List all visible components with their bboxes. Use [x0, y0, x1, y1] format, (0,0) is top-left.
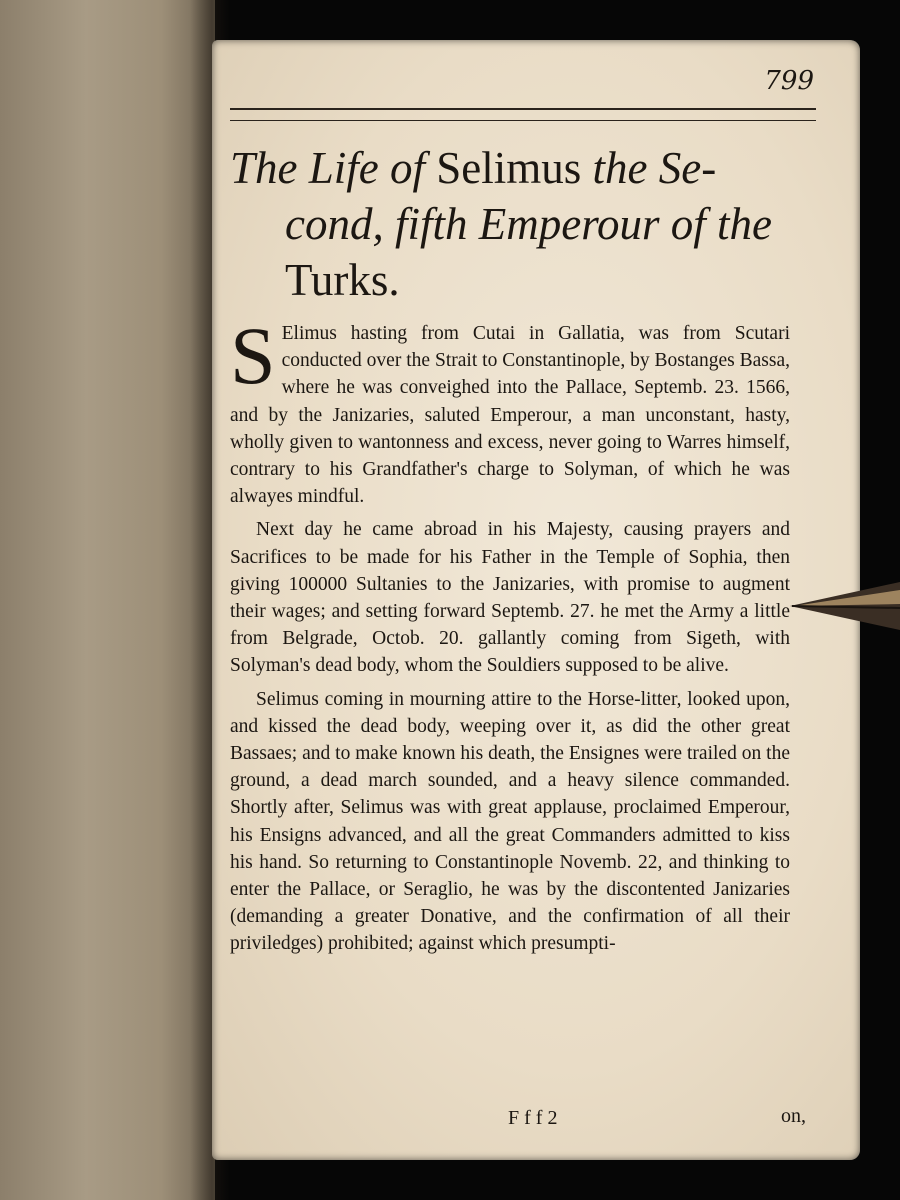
facing-page-edge	[0, 0, 215, 1200]
paragraph-3: Selimus coming in mourning attire to the Horse-litter, looked upon, and kissed the dead body, weeping over it, as did the other great Bassaes; and to make known his death, the Ensignes were trailed on the ground, a dead march sounded, and a heavy silence commanded. Shortly after, Selimus was with great applause, proclaimed Emperour, his Ensigns advanced, and all the great Commanders admitted to kiss his hand. So returning to Constantinople Novemb. 22, and thinking to enter the Pallace, or Seraglio, he was by the discontented Janizaries (demanding a greater Donative, and the confirmation of all their priviledges) prohibited; against which presumpti-	[230, 688, 790, 955]
paragraph-2: Next day he came abroad in his Majesty, causing prayers and Sacrifices to be made for his Father in the Temple of Sophia, then giving 100000 Sultanies to the Janizaries, with promise to augment their wages; and setting forward Septemb. 27. he met the Army a little from Belgrade, Octob. 20. gallantly coming from Sigeth, with Solyman's dead body, whom the Souldiers supposed to be alive.	[230, 519, 790, 677]
catchword: on,	[781, 1105, 806, 1127]
body-text	[230, 310, 790, 964]
pen-pointer-icon	[790, 578, 900, 634]
signature-mark: F f f 2	[508, 1107, 558, 1129]
title-part-3: the Se-	[581, 143, 717, 193]
title-part-2: Selimus	[436, 143, 582, 193]
paragraph-1	[230, 310, 790, 510]
chapter-title	[230, 140, 830, 308]
book-page	[212, 40, 860, 1160]
title-line-3: Turks.	[285, 255, 400, 305]
paragraph-1-text: Elimus hasting from Cutai in Gallatia, was from Scutari conducted over the Strait to Constantinople, by Bostanges Bassa, where he was conveighed into the Pallace, Septemb. 23. 1566, and by the Janizaries, saluted Emperour, a man unconstant, hasty, wholly given to wantonness and excess, never going to Warres himself, contrary to his Grandfather's charge to Solyman, of which he was alwayes mindful.	[230, 323, 790, 508]
page-number: 799	[764, 66, 814, 96]
title-part-1: The Life of	[230, 143, 437, 193]
header-rule	[230, 108, 816, 121]
title-line-1	[230, 140, 830, 196]
drop-cap: S	[230, 310, 276, 401]
title-line-2: cond, fifth Emperour of the	[285, 199, 773, 249]
